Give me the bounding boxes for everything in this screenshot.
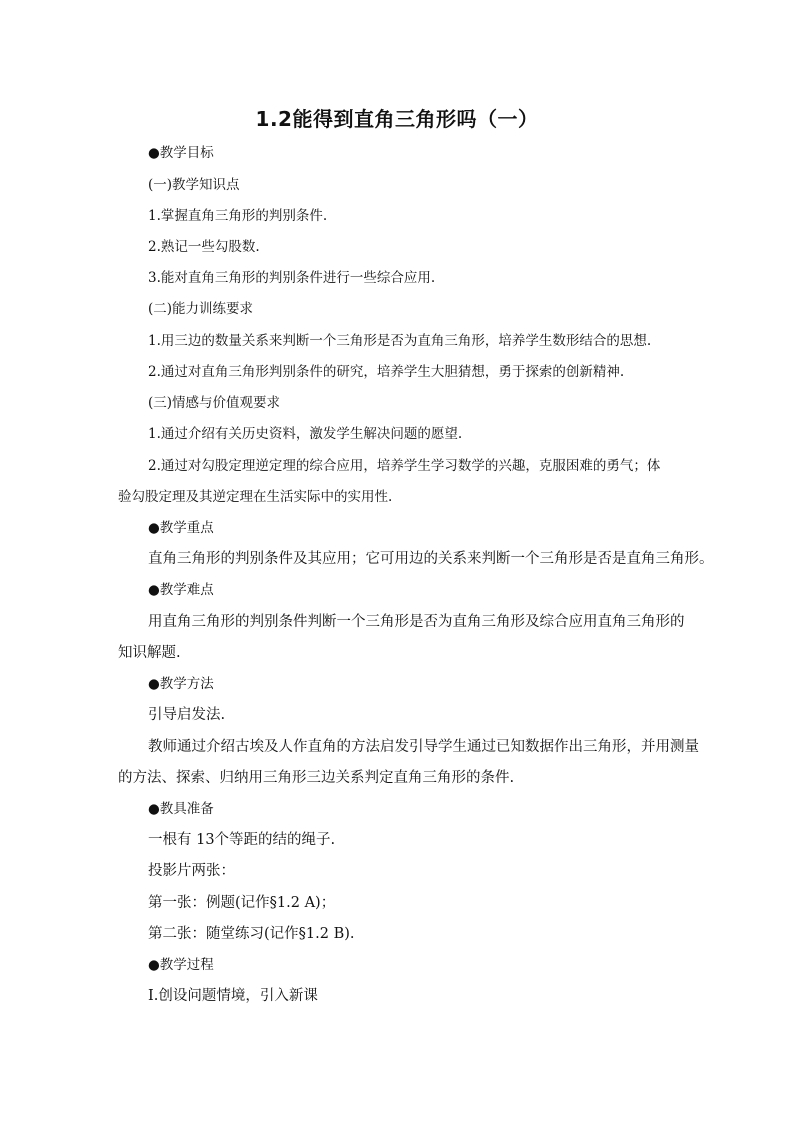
- list-item: 2.熟记一些勾股数.: [148, 239, 260, 255]
- list-item: 2.通过对直角三角形判别条件的研究，培养学生大胆猜想，勇于探索的创新精神.: [148, 364, 625, 380]
- section-heading-process: ●教学过程: [148, 957, 214, 973]
- list-item: 1.掌握直角三角形的判别条件.: [148, 208, 328, 224]
- paragraph-methods-continuation: 的方法、探索、归纳用三角形三边关系判定直角三角形的条件.: [118, 770, 515, 786]
- section-heading-methods: ●教学方法: [148, 676, 214, 692]
- subheading-ability: (二)能力训练要求: [148, 301, 254, 317]
- section-heading-objectives: ●教学目标: [148, 145, 214, 161]
- section-heading-key-points: ●教学重点: [148, 520, 214, 536]
- paragraph-methods: 引导启发法.: [148, 707, 226, 723]
- paragraph-materials: 一根有 13个等距的结的绳子.: [148, 832, 336, 848]
- paragraph-difficulties: 用直角三角形的判别条件判断一个三角形是否为直角三角形及综合应用直角三角形的: [148, 614, 685, 630]
- paragraph-key-points: 直角三角形的判别条件及其应用；它可用边的关系来判断一个三角形是否是直角三角形。: [148, 551, 714, 567]
- section-heading-materials: ●教具准备: [148, 801, 214, 817]
- list-item-continuation: 验勾股定理及其逆定理在生活实际中的实用性.: [118, 489, 393, 505]
- paragraph-materials: 第二张：随堂练习(记作§1.2 B).: [148, 926, 355, 942]
- subheading-knowledge: (一)教学知识点: [148, 177, 240, 193]
- paragraph-materials: 投影片两张：: [148, 863, 235, 879]
- paragraph-methods: 教师通过介绍古埃及人作直角的方法启发引导学生通过已知数据作出三角形，并用测量: [148, 739, 699, 755]
- list-item: 3.能对直角三角形的判别条件进行一些综合应用.: [148, 270, 436, 286]
- section-heading-difficulties: ●教学难点: [148, 582, 214, 598]
- paragraph-process: Ⅰ.创设问题情境，引入新课: [148, 988, 318, 1004]
- paragraph-difficulties-continuation: 知识解题.: [118, 645, 181, 661]
- subheading-emotion: (三)情感与价值观要求: [148, 395, 281, 411]
- list-item: 1.通过介绍有关历史资料，激发学生解决问题的愿望.: [148, 426, 463, 442]
- list-item: 2.通过对勾股定理逆定理的综合应用，培养学生学习数学的兴趣，克服困难的勇气；体: [148, 458, 661, 474]
- list-item: 1.用三边的数量关系来判断一个三角形是否为直角三角形，培养学生数形结合的思想.: [148, 333, 652, 349]
- paragraph-materials: 第一张：例题(记作§1.2 A)；: [148, 895, 336, 911]
- page-title: 1.2能得到直角三角形吗（一）: [255, 107, 539, 131]
